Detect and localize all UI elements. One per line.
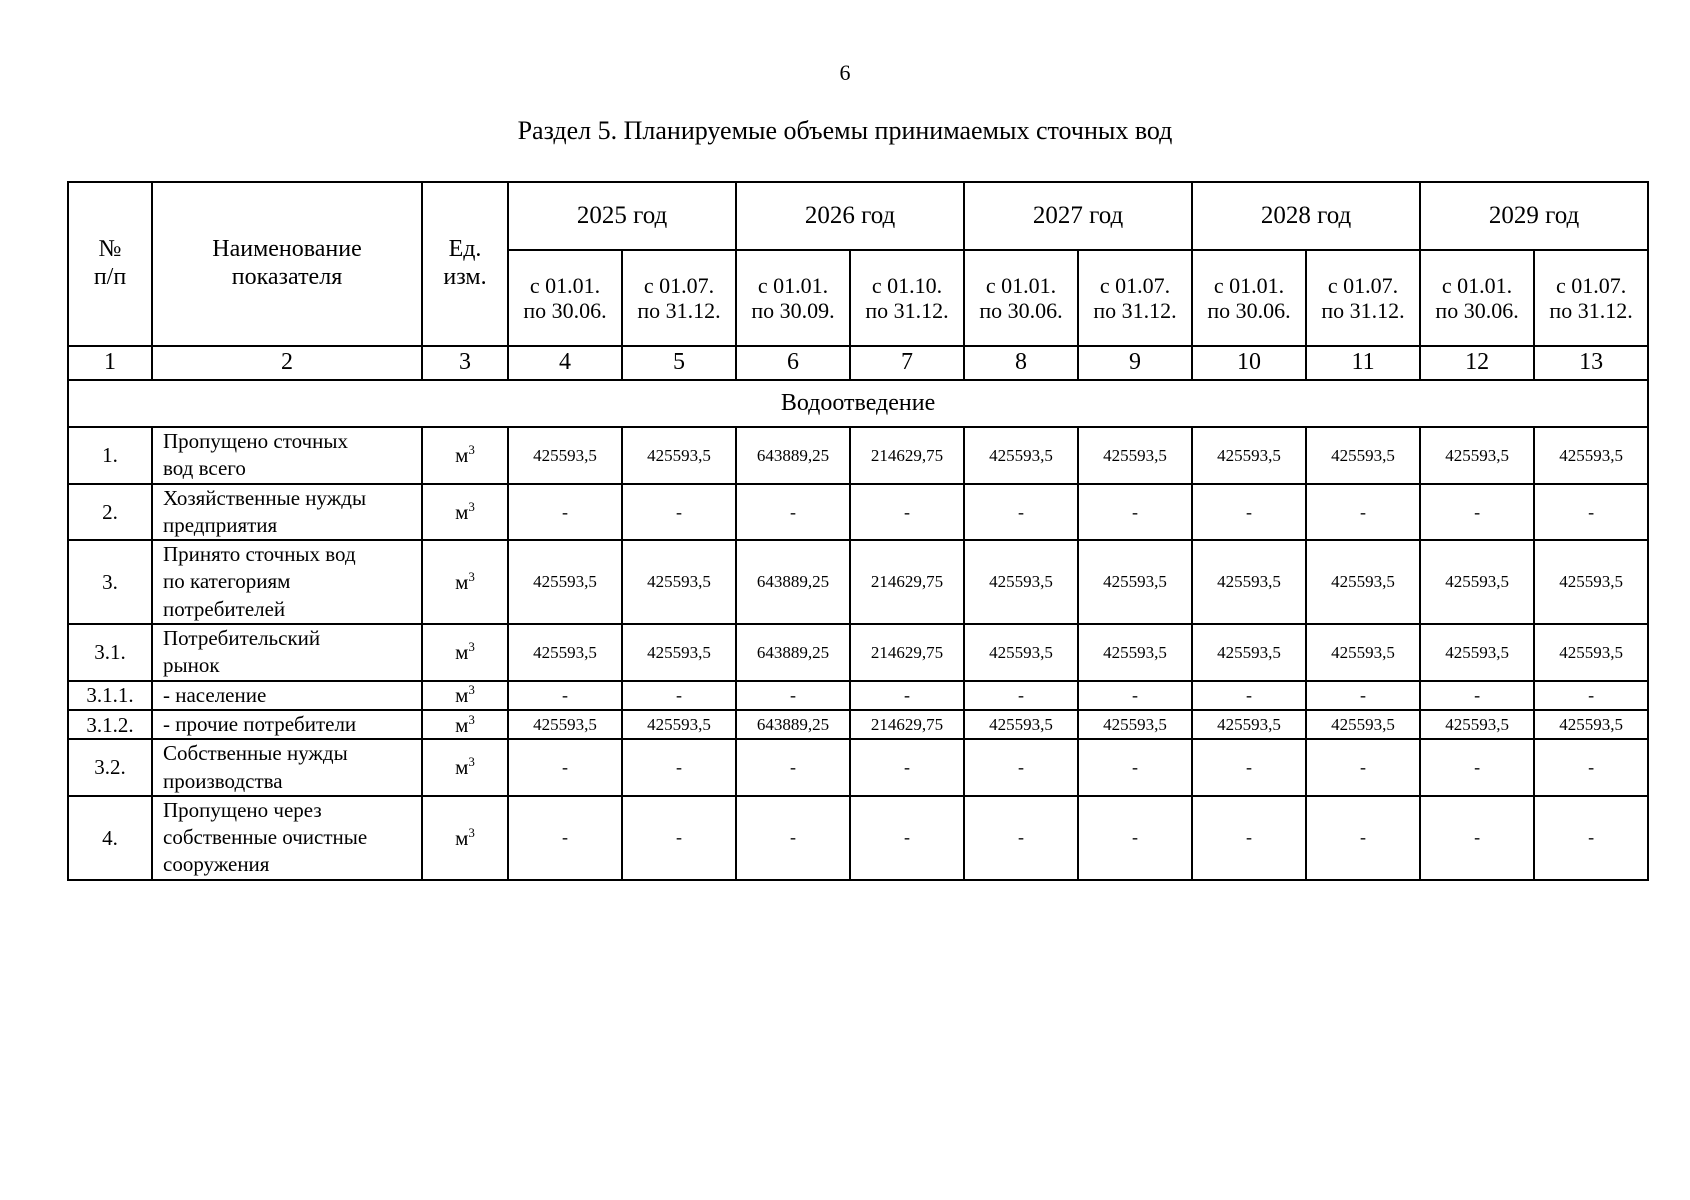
unit-exponent: 3 (468, 569, 475, 585)
row-unit (422, 427, 508, 484)
column-number: 13 (1534, 346, 1648, 380)
period-start: с 01.10. (871, 272, 943, 298)
value-cell: 425593,5 (1192, 540, 1306, 624)
value-cell: 425593,5 (1306, 710, 1420, 739)
period-header (964, 250, 1078, 346)
value-cell: - (622, 739, 736, 796)
value-cell: - (1192, 681, 1306, 710)
value-cell: - (964, 681, 1078, 710)
period-header (736, 250, 850, 346)
unit-exponent: 3 (468, 754, 475, 770)
row-name-line: потребителей (163, 596, 286, 621)
period-header (1534, 250, 1648, 346)
unit-exponent: 3 (468, 682, 475, 698)
value-cell: - (622, 796, 736, 880)
value-cell: - (1420, 796, 1534, 880)
row-indicator-name (152, 796, 422, 880)
period-end: по 30.06. (523, 298, 607, 323)
row-name-line: - население (163, 682, 267, 707)
value-cell: 425593,5 (1534, 427, 1648, 484)
table-row (68, 796, 1648, 880)
header-name-cell (152, 182, 422, 346)
period-header (1420, 250, 1534, 346)
row-indicator-name (152, 624, 422, 681)
period-end: по 31.12. (1321, 298, 1405, 323)
value-cell: - (850, 739, 964, 796)
row-unit (422, 540, 508, 624)
header-name-line1: Наименование (212, 236, 362, 263)
value-cell: 425593,5 (1420, 427, 1534, 484)
column-number: 4 (508, 346, 622, 380)
value-cell: 643889,25 (736, 624, 850, 681)
row-name-line: Пропущено сточных (163, 429, 348, 453)
year-header-2029: 2029 год (1420, 182, 1648, 250)
value-cell: - (1078, 681, 1192, 710)
value-cell: 425593,5 (1192, 710, 1306, 739)
row-name-line: Принято сточных вод (163, 542, 356, 567)
header-number-cell (68, 182, 152, 346)
period-header (1078, 250, 1192, 346)
value-cell: - (1420, 681, 1534, 710)
column-number: 11 (1306, 346, 1420, 380)
value-cell: - (964, 739, 1078, 796)
table-row (68, 427, 1648, 484)
row-number: 3.1.1. (68, 681, 152, 710)
header-unit-line1: Ед. (448, 236, 482, 263)
value-cell: 425593,5 (964, 427, 1078, 484)
value-cell: - (1534, 796, 1648, 880)
unit-base: м (455, 712, 469, 737)
row-number: 4. (68, 796, 152, 880)
row-name-line: - прочие потребители (163, 711, 357, 736)
value-cell: 425593,5 (964, 540, 1078, 624)
table-row (68, 681, 1648, 710)
value-cell: 214629,75 (850, 540, 964, 624)
unit-base: м (455, 640, 469, 665)
value-cell: - (1192, 484, 1306, 541)
header-number-line2: п/п (93, 264, 127, 290)
header-unit-cell (422, 182, 508, 346)
value-cell: 214629,75 (850, 624, 964, 681)
row-name-line: предприятия (163, 512, 278, 537)
column-number-row (68, 346, 1648, 380)
wastewater-volume-table (67, 181, 1649, 881)
value-cell: - (508, 796, 622, 880)
value-cell: - (1306, 739, 1420, 796)
row-indicator-name (152, 540, 422, 624)
header-number-line1: № (98, 236, 122, 263)
row-number: 1. (68, 427, 152, 484)
table-row (68, 739, 1648, 796)
value-cell: 425593,5 (1534, 540, 1648, 624)
value-cell: - (1306, 796, 1420, 880)
unit-base: м (455, 570, 469, 595)
column-number: 9 (1078, 346, 1192, 380)
unit-exponent: 3 (468, 498, 475, 514)
value-cell: 643889,25 (736, 710, 850, 739)
year-header-2025: 2025 год (508, 182, 736, 250)
row-name-line: по категориям (163, 569, 291, 594)
value-cell: - (622, 484, 736, 541)
section-title: Раздел 5. Планируемые объемы принимаемых сточных вод (517, 116, 1173, 145)
value-cell: - (1078, 796, 1192, 880)
unit-base: м (455, 443, 469, 468)
period-start: с 01.01. (1441, 272, 1513, 298)
unit-base: м (455, 755, 469, 780)
value-cell: - (1192, 796, 1306, 880)
period-start: с 01.07. (1555, 272, 1627, 298)
row-number: 3.2. (68, 739, 152, 796)
row-name-line: вод всего (163, 456, 246, 481)
header-name-line2: показателя (231, 264, 343, 290)
header-unit-line2: изм. (443, 264, 487, 290)
value-cell: - (736, 796, 850, 880)
value-cell: - (508, 681, 622, 710)
column-number: 1 (68, 346, 152, 380)
period-end: по 30.06. (979, 298, 1063, 323)
column-number: 8 (964, 346, 1078, 380)
period-end: по 31.12. (637, 298, 721, 323)
row-unit (422, 484, 508, 541)
row-number: 3.1. (68, 624, 152, 681)
period-header (850, 250, 964, 346)
value-cell: 425593,5 (622, 427, 736, 484)
row-name-line: производства (163, 768, 283, 793)
period-end: по 31.12. (1093, 298, 1177, 323)
period-header (1306, 250, 1420, 346)
unit-base: м (455, 683, 469, 708)
value-cell: - (850, 681, 964, 710)
period-start: с 01.01. (985, 272, 1057, 298)
period-end: по 30.06. (1207, 298, 1291, 323)
value-cell: 425593,5 (622, 540, 736, 624)
column-number: 2 (152, 346, 422, 380)
year-header-2028: 2028 год (1192, 182, 1420, 250)
value-cell: 425593,5 (1192, 427, 1306, 484)
value-cell: - (1420, 484, 1534, 541)
row-name-line: сооружения (163, 852, 270, 877)
value-cell: 643889,25 (736, 540, 850, 624)
value-cell: - (1306, 681, 1420, 710)
row-unit (422, 624, 508, 681)
period-end: по 31.12. (865, 298, 949, 323)
period-header (622, 250, 736, 346)
period-start: с 01.01. (757, 272, 829, 298)
value-cell: 425593,5 (508, 427, 622, 484)
column-number: 5 (622, 346, 736, 380)
value-cell: 643889,25 (736, 427, 850, 484)
value-cell: - (736, 681, 850, 710)
value-cell: 425593,5 (1306, 427, 1420, 484)
value-cell: 425593,5 (1420, 540, 1534, 624)
period-header (508, 250, 622, 346)
value-cell: 425593,5 (622, 710, 736, 739)
value-cell: 425593,5 (1420, 710, 1534, 739)
row-indicator-name (152, 681, 422, 710)
value-cell: 425593,5 (964, 624, 1078, 681)
unit-exponent: 3 (468, 711, 475, 727)
value-cell: - (508, 739, 622, 796)
row-number: 2. (68, 484, 152, 541)
unit-exponent: 3 (468, 442, 475, 458)
value-cell: - (1306, 484, 1420, 541)
period-start: с 01.07. (1327, 272, 1399, 298)
value-cell: 425593,5 (964, 710, 1078, 739)
table-row (68, 624, 1648, 681)
value-cell: 214629,75 (850, 710, 964, 739)
unit-base: м (455, 825, 469, 850)
value-cell: - (1534, 484, 1648, 541)
row-name-line: Собственные нужды (163, 741, 348, 766)
value-cell: 425593,5 (508, 710, 622, 739)
value-cell: 425593,5 (1078, 710, 1192, 739)
header-row-years (68, 182, 1648, 250)
value-cell: 425593,5 (1078, 540, 1192, 624)
row-name-line: рынок (163, 653, 220, 678)
row-unit (422, 681, 508, 710)
value-cell: 425593,5 (1420, 624, 1534, 681)
value-cell: 425593,5 (1534, 624, 1648, 681)
value-cell: - (1078, 739, 1192, 796)
value-cell: 425593,5 (508, 624, 622, 681)
unit-exponent: 3 (468, 639, 475, 655)
value-cell: - (1192, 739, 1306, 796)
row-indicator-name (152, 739, 422, 796)
value-cell: - (1534, 739, 1648, 796)
row-unit (422, 739, 508, 796)
row-number: 3.1.2. (68, 710, 152, 739)
value-cell: - (1078, 484, 1192, 541)
year-header-2027: 2027 год (964, 182, 1192, 250)
value-cell: - (1534, 681, 1648, 710)
row-indicator-name (152, 484, 422, 541)
column-number: 12 (1420, 346, 1534, 380)
row-indicator-name (152, 710, 422, 739)
year-header-2026: 2026 год (736, 182, 964, 250)
period-end: по 30.06. (1435, 298, 1519, 323)
value-cell: - (850, 484, 964, 541)
value-cell: 425593,5 (1192, 624, 1306, 681)
value-cell: 214629,75 (850, 427, 964, 484)
row-name-line: Потребительский (163, 626, 321, 651)
period-end: по 30.09. (751, 298, 835, 323)
period-end: по 31.12. (1549, 298, 1633, 323)
value-cell: - (1420, 739, 1534, 796)
row-unit (422, 796, 508, 880)
page-number: 6 (839, 60, 851, 85)
value-cell: 425593,5 (622, 624, 736, 681)
value-cell: 425593,5 (1534, 710, 1648, 739)
row-name-line: Пропущено через (163, 797, 322, 822)
column-number: 6 (736, 346, 850, 380)
row-indicator-name (152, 427, 422, 484)
value-cell: - (736, 484, 850, 541)
period-start: с 01.01. (529, 272, 601, 298)
row-number: 3. (68, 540, 152, 624)
period-start: с 01.01. (1213, 272, 1285, 298)
group-title: Водоотведение (68, 380, 1648, 427)
table-row (68, 710, 1648, 739)
value-cell: 425593,5 (1078, 427, 1192, 484)
row-name-line: Хозяйственные нужды (163, 485, 367, 510)
period-start: с 01.07. (1099, 272, 1171, 298)
value-cell: - (736, 739, 850, 796)
row-unit (422, 710, 508, 739)
value-cell: - (850, 796, 964, 880)
value-cell: - (508, 484, 622, 541)
value-cell: - (964, 484, 1078, 541)
column-number: 7 (850, 346, 964, 380)
unit-base: м (455, 499, 469, 524)
unit-exponent: 3 (468, 824, 475, 840)
period-header (1192, 250, 1306, 346)
value-cell: 425593,5 (1306, 540, 1420, 624)
period-start: с 01.07. (643, 272, 715, 298)
group-row (68, 380, 1648, 427)
row-name-line: собственные очистные (163, 825, 368, 850)
value-cell: - (622, 681, 736, 710)
value-cell: 425593,5 (508, 540, 622, 624)
column-number: 10 (1192, 346, 1306, 380)
table-row (68, 540, 1648, 624)
value-cell: 425593,5 (1306, 624, 1420, 681)
column-number: 3 (422, 346, 508, 380)
value-cell: - (964, 796, 1078, 880)
table-row (68, 484, 1648, 541)
value-cell: 425593,5 (1078, 624, 1192, 681)
